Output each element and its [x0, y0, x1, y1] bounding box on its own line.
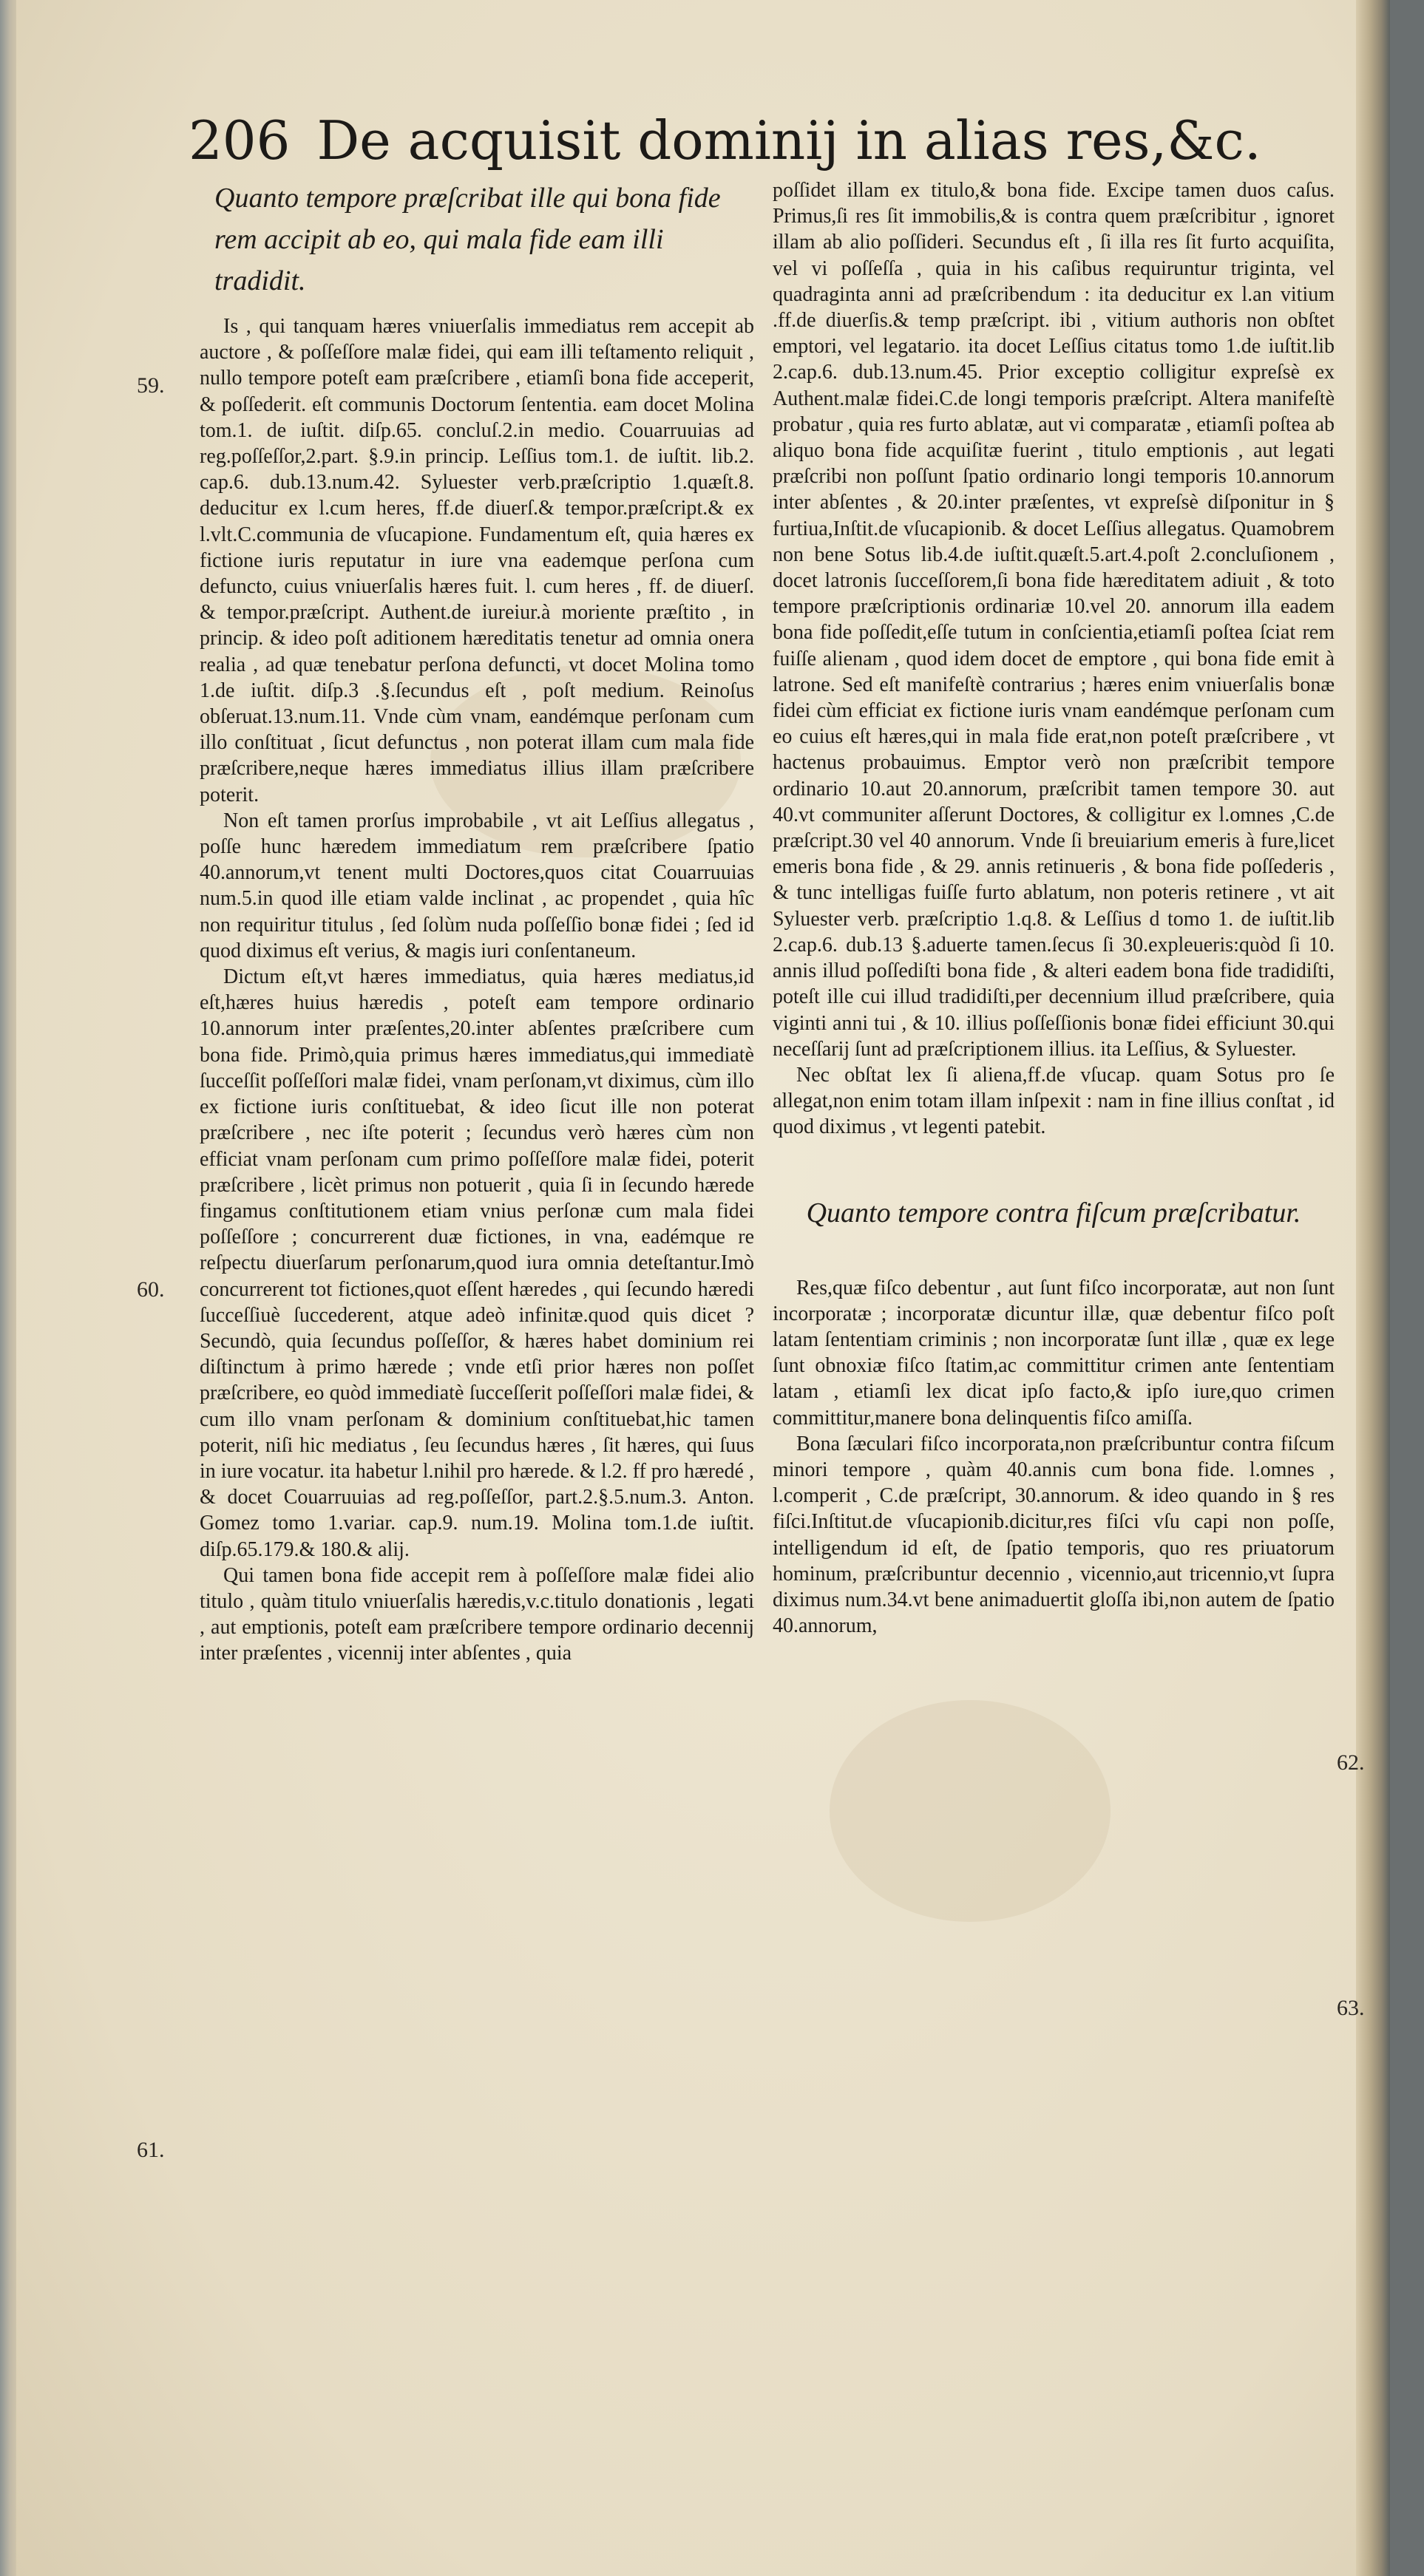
- right-column: [773, 177, 1335, 1639]
- paragraph: Bona ſæculari fiſco incorporata,non præſcribuntur contra fiſcum minori tempore , quàm 40.annis cum bona fide. l.omnes , l.comperit , C.de præſcript, 30.annorum. & ideo quando in § res fiſci.Inſtitut.de vſucapionib.dicitur,res fiſci vſu capi non poſſe, intelligendum id eſt, de ſpatio temporis, quo res priuatorum hominum, præſcribuntur decennio , vicennio,aut tricennio,vt ſupra diximus num.34.vt bene animaduertit gloſſa ibi,non autem de ſpatio 40.annorum,: [773, 1432, 1335, 1638]
- paragraph: poſſidet illam ex titulo,& bona fide. Excipe tamen duos caſus. Primus,ſi res ſit immobilis,& is contra quem præſcribitur , ignoret illam ab alio poſſideri. Secundus eſt , ſi illa res ſit furto acquiſita, vel vi poſſeſſa , quia in his caſibus requiruntur triginta, vel quadraginta anni ad præſcribendum : ita deducitur ex l.an vitium .ff.de diuerſis.& temp præſcript. ibi , vitium authoris non obſtet emptori, vel legatario. ita docet Leſſius citatus tomo 1.de iuſtit.lib 2.cap.6. dub.13.num.45. Prior exceptio colligitur expreſsè ex Authent.malæ fidei.C.de longi temporis præſcript. Altera manifeſtè probatur , quia res furto ablatæ, aut vi comparatæ , etiamſi poſtea ab aliquo bona fide acquiſitæ fuerint , titulo emptionis , aut legati præſcribi non poſſunt ſpatio ordinario longi temporis 10.annorum inter abſentes , & 20.inter præſentes, vt expreſsè diſponitur in § furtiua,Inſtit.de vſucapionib. & docet Leſſius allegatus. Quamobrem non bene Sotus lib.4.de iuſtit.quæſt.5.art.4.poſt 2.concluſionem , docet latronis ſucceſſorem,ſi bona fide hæreditatem adiuit , & toto tempore præſcriptionis ordinariæ 10.vel 20. annorum illa eadem bona fide poſſedit,eſſe tutum in conſcientia,etiamſi poſtea ſciat rem fuiſſe alienam , quod idem docet de emptore , qui bona fide emit à latrone. Sed eſt manifeſtè contrarius ; hæres enim vniuerſalis bonæ fidei cùm efficiat ex fictione iuris vnam eandémque perſonam cum eo cuius eſt hæres,qui in mala fide erat,non poteſt præſcribere , vt hactenus probauimus. Emptor verò non præſcribit tempore ordinario 10.aut 20.annorum, præſcribit tamen tempore 30. aut 40.vt communiter aſſerunt Doctores, & colligitur ex l.omnes ,C.de præſcript.30 vel 40 annorum. Vnde ſi breuiarium emeris à fure,licet emeris bona fide , & 29. annis retinueris , & bona fide poſſederis , & tunc intelligas fuiſſe furto ablatum, non poteris retinere , vt ait Syluester verb. præſcriptio 1.q.8. & Leſſius d tomo 1. de iuſtit.lib 2.cap.6. dub.13 §.aduerte tamen.ſecus ſi 30.expleueris:quòd ſi 10. annis illud poſſediſti bona fide , & alteri eadem bona fide tradidiſti, poteſt ille cui illud tradidiſti,per decennium illud præſcribere, quia viginti anni tui , & 10. illius poſſeſſionis bonæ fidei efficiunt 30.qui neceſſarij ſunt ad præſcriptionem illius. ita Leſſius, & Syluester.: [773, 179, 1335, 1061]
- page-gutter: [1356, 0, 1390, 2576]
- running-header: [189, 96, 1342, 185]
- margin-number: 62.: [1337, 1750, 1365, 1775]
- margin-number: 59.: [137, 373, 165, 398]
- section-title: Quanto tempore contra fiſcum præſcribatur.: [806, 1197, 1301, 1228]
- left-column: [200, 177, 754, 1667]
- paragraph: Non eſt tamen prorſus improbabile , vt ait Leſſius allegatus , poſſe hunc hæredem immediatum rem præſcribere ſpatio 40.annorum,vt tenent multi Doctores,quos citat Couarruuias num.5.in quod ille etiam valde inclinat , ac propendet , quia hîc non requiritur titulus , ſed ſolùm nuda poſſeſſio bonæ fidei ; ſed id quod diximus eſt verius, & magis iuri conſentaneum.: [200, 809, 754, 962]
- page-number: 206: [189, 109, 291, 171]
- margin-number: 63.: [1337, 1996, 1365, 2020]
- paragraph: Dictum eſt,vt hæres immediatus, quia hæres mediatus,id eſt,hæres huius hæredis , poteſt eam tempore ordinario 10.annorum inter præſentes,20.inter abſentes præſcribere cum bona fide. Primò,quia primus hæres immediatus,qui immediatè ſucceſſit poſſeſſori malæ fidei, vnam perſonam,vt diximus, cùm illo ex fictione iuris conſtituebat, & ideo ſicut ille non poterat præſcribere , nec iſte poterit ; ſecundus verò hæres cùm non efficiat vnam perſonam cum primo poſſeſſore malæ fidei, poterit præſcribere , licèt primus non potuerit , quia ſi in ſecundo hærede fingamus conſtitutionem etiam vnius perſonæ cum mala fidei poſſeſſore ; concurrerent duæ fictiones, in vna, eadémque re reſpectu diuerſarum perſonarum,quod iura omnia deteſtantur.Imò concurrerent tot fictiones,quot eſſent hæredes , qui ſecundo hæredi ſucceſſiuè ſuccederent, atque adeò infinitæ.quod quis dicet ? Secundò, quia ſecundus poſſeſſor, & hæres habet dominium rei diſtinctum à primo hærede ; vnde etſi prior hæres non poſſet præſcribere, eo quòd immediatè ſucceſſerit poſſeſſori malæ fidei, & cum illo vnam perſonam & dominium conſtituebat,hic tamen poterit, niſi hic mediatus , ſeu ſecundus hæres , ſit hæres, qui ſuus in iure vocatur. ita habetur l.nihil pro hærede. & l.2. ff pro hæredé , & docet Couarruuias ad reg.poſſeſſor, part.2.§.5.num.3. Anton. Gomez tomo 1.variar. cap.9. num.19. Molina tom.1.de iuſtit. diſp.65.179.& 180.& alij.: [200, 965, 754, 1561]
- paper-stain: [830, 1700, 1111, 1922]
- paragraph: Qui tamen bona fide accepit rem à poſſeſſore malæ fidei alio titulo , quàm titulo vniuerſalis hæredis,v.c.titulo donationis , legati , aut emptionis, poteſt eam præſcribere tempore ordinario decennij inter præſentes , vicennij inter abſentes , quia: [200, 1563, 754, 1665]
- running-title: De acquisit dominij in alias res,&c.: [316, 109, 1261, 171]
- section-title: Quanto tempore præſcribat ille qui bona fide rem accipit ab eo, qui mala fide eam illi tradidit.: [214, 183, 721, 296]
- paragraph: Is , qui tanquam hæres vniuerſalis immediatus rem accepit ab auctore , & poſſeſſore malæ fidei, qui eam illi teſtamento reliquit , nullo tempore poteſt eam præſcribere , etiamſi bona fide acceperit, & poſſederit. eſt communis Doctorum ſententia. eam docet Molina tom.1. de iuſtit. diſp.65. concluſ.2.in medio. Couarruuias ad reg.poſſeſſor,2.part. §.9.in princip. Leſſius tom.1. de iuſtit. lib.2. cap.6. dub.13.num.42. Syluester verb.præſcriptio 1.quæſt.8. deducitur ex l.cum heres, ff.de diuerſ.& tempor.præſcript.& ex l.vlt.C.communia de vſucapione. Fundamentum eſt, quia hæres ex fictione iuris reputatur in iure vna eademque perſona cum defuncto, cuius vniuerſalis hæres fuit. l. cum heres , ff. de diuerſ. & tempor.præſcript. Authent.de iureiur.à moriente præſtito , in princip. & ideo poſt aditionem hæreditatis tenetur ad omnia onera realia , ad quæ tenebatur perſona defuncti, vt docet Molina tomo 1.de iuſtit. diſp.3 .§.ſecundus eſt , poſt medium. Reinoſus obſeruat.13.num.11. Vnde cùm vnam, eandémque perſonam cum illo conſtituat , ſicut defunctus , non poterat illam cum mala fide præſcribere,neque hæres immediatus illius illam præſcribere poterit.: [200, 315, 754, 806]
- scan-edge: [0, 0, 16, 2576]
- paragraph: Res,quæ fiſco debentur , aut ſunt fiſco incorporatæ, aut non ſunt incorporatæ ; incorporatæ dicuntur illæ, quæ debentur fiſco poſt latam ſententiam criminis ; non incorporatæ ſunt illæ , quæ ex lege ſunt obnoxiæ fiſco ſtatim,ac committitur crimen ante ſententiam latam , etiamſi lex dicat ipſo facto,& ipſo iure,quo crimen committitur,manere bona delinquentis fiſco amiſſa.: [773, 1276, 1335, 1430]
- margin-number: 61.: [137, 2138, 165, 2162]
- margin-number: 60.: [137, 1277, 165, 1302]
- paragraph: Nec obſtat lex ſi aliena,ff.de vſucap. quam Sotus pro ſe allegat,non enim totam illam inſpexit : nam in fine illius conſtat , id quod diximus , vt legenti patebit.: [773, 1063, 1335, 1139]
